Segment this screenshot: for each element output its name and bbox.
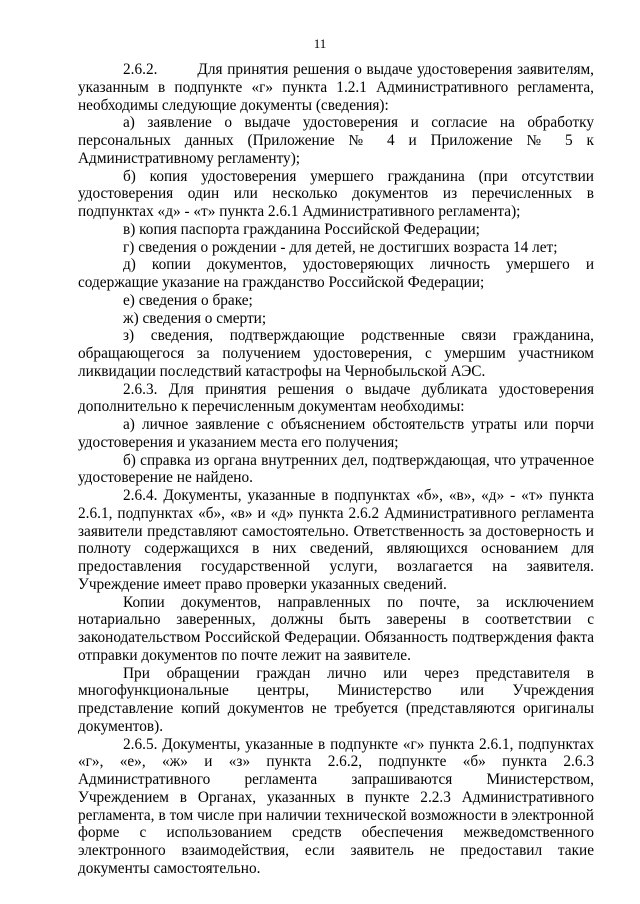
paragraph-item-e: е) сведения о браке;	[123, 291, 253, 309]
document-body	[78, 61, 594, 878]
page-number: 11	[313, 36, 327, 51]
paragraph-item-zh: ж) сведения о смерти;	[123, 309, 267, 327]
paragraph-item-d: д) копии документов, удостоверяющих личность умершего и содержащие указание на гражданство Российской Федерации;	[78, 256, 594, 291]
paragraph-personal-appeal: При обращении граждан лично или через представителя в многофункциональные центры, Министерство или Учреждения представление копий документов не требуется (представляются оригиналы документов).	[78, 664, 594, 735]
paragraph-2-6-2	[78, 61, 594, 114]
clause-number: 2.6.2.	[123, 61, 158, 78]
paragraph-copies-by-mail: Копии документов, направленных по почте, за исключением нотариально заверенных, должны быть заверены в соответствии с законодательством Российской Федерации. Обязанность подтверждения факта отправки документов по почте лежит на заявителе.	[78, 593, 594, 664]
paragraph-2-6-3: 2.6.3. Для принятия решения о выдаче дубликата удостоверения дополнительно к перечисленным документам необходимы:	[78, 380, 594, 416]
paragraph-2-6-5: 2.6.5. Документы, указанные в подпункте «г» пункта 2.6.1, подпунктах «г», «е», «ж» и «з» пункта 2.6.2, подпункте «б» пункта 2.6.3 Административного регламента запрашиваются Министерством, Учреждением в Органах, указанных в пункте 2.2.3 Административного регламента, в том числе при наличии технической возможности в электронной форме с использованием средств обеспечения межведомственного электронного взаимодействия, если заявитель не предоставил такие документы самостоятельно.	[78, 735, 594, 877]
paragraph-item-b: б) копия удостоверения умершего гражданина (при отсутствии удостоверения один или несколько документов из перечисленных в подпунктах «д» - «т» пункта 2.6.1 Административного регламента);	[78, 167, 594, 220]
paragraph-2-6-3-a: а) личное заявление с объяснением обстоятельств утраты или порчи удостоверения и указанием места его получения;	[78, 416, 594, 451]
paragraph-text: Для принятия решения о выдаче удостоверения заявителям, указанным в подпункте «г» пункта 1.2.1 Административного регламента, необходимы следующие документы (сведения):	[78, 61, 594, 114]
paragraph-item-v: в) копия паспорта гражданина Российской Федерации;	[123, 220, 480, 238]
paragraph-2-6-3-b: б) справка из органа внутренних дел, подтверждающая, что утраченное удостоверение не найдено.	[78, 451, 594, 487]
paragraph-item-g: г) сведения о рождении - для детей, не достигших возраста 14 лет;	[123, 238, 558, 256]
paragraph-item-a: а) заявление о выдаче удостоверения и согласие на обработку персональных данных (Приложение № 4 и Приложение № 5 к Административному регламенту);	[78, 114, 594, 167]
paragraph-2-6-4: 2.6.4. Документы, указанные в подпунктах «б», «в», «д» - «т» пункта 2.6.1, подпунктах «б», «в» и «д» пункта 2.6.2 Административного регламента заявители представляют самостоятельно. Ответственность за достоверность и полноту содержащихся в них сведений, являющихся основанием для предоставления государственной услуги, возлагается на заявителя. Учреждение имеет право проверки указанных сведений.	[78, 487, 594, 593]
paragraph-item-z: з) сведения, подтверждающие родственные связи гражданина, обращающегося за получением удостоверения, с умершим участником ликвидации последствий катастрофы на Чернобыльской АЭС.	[78, 327, 594, 380]
